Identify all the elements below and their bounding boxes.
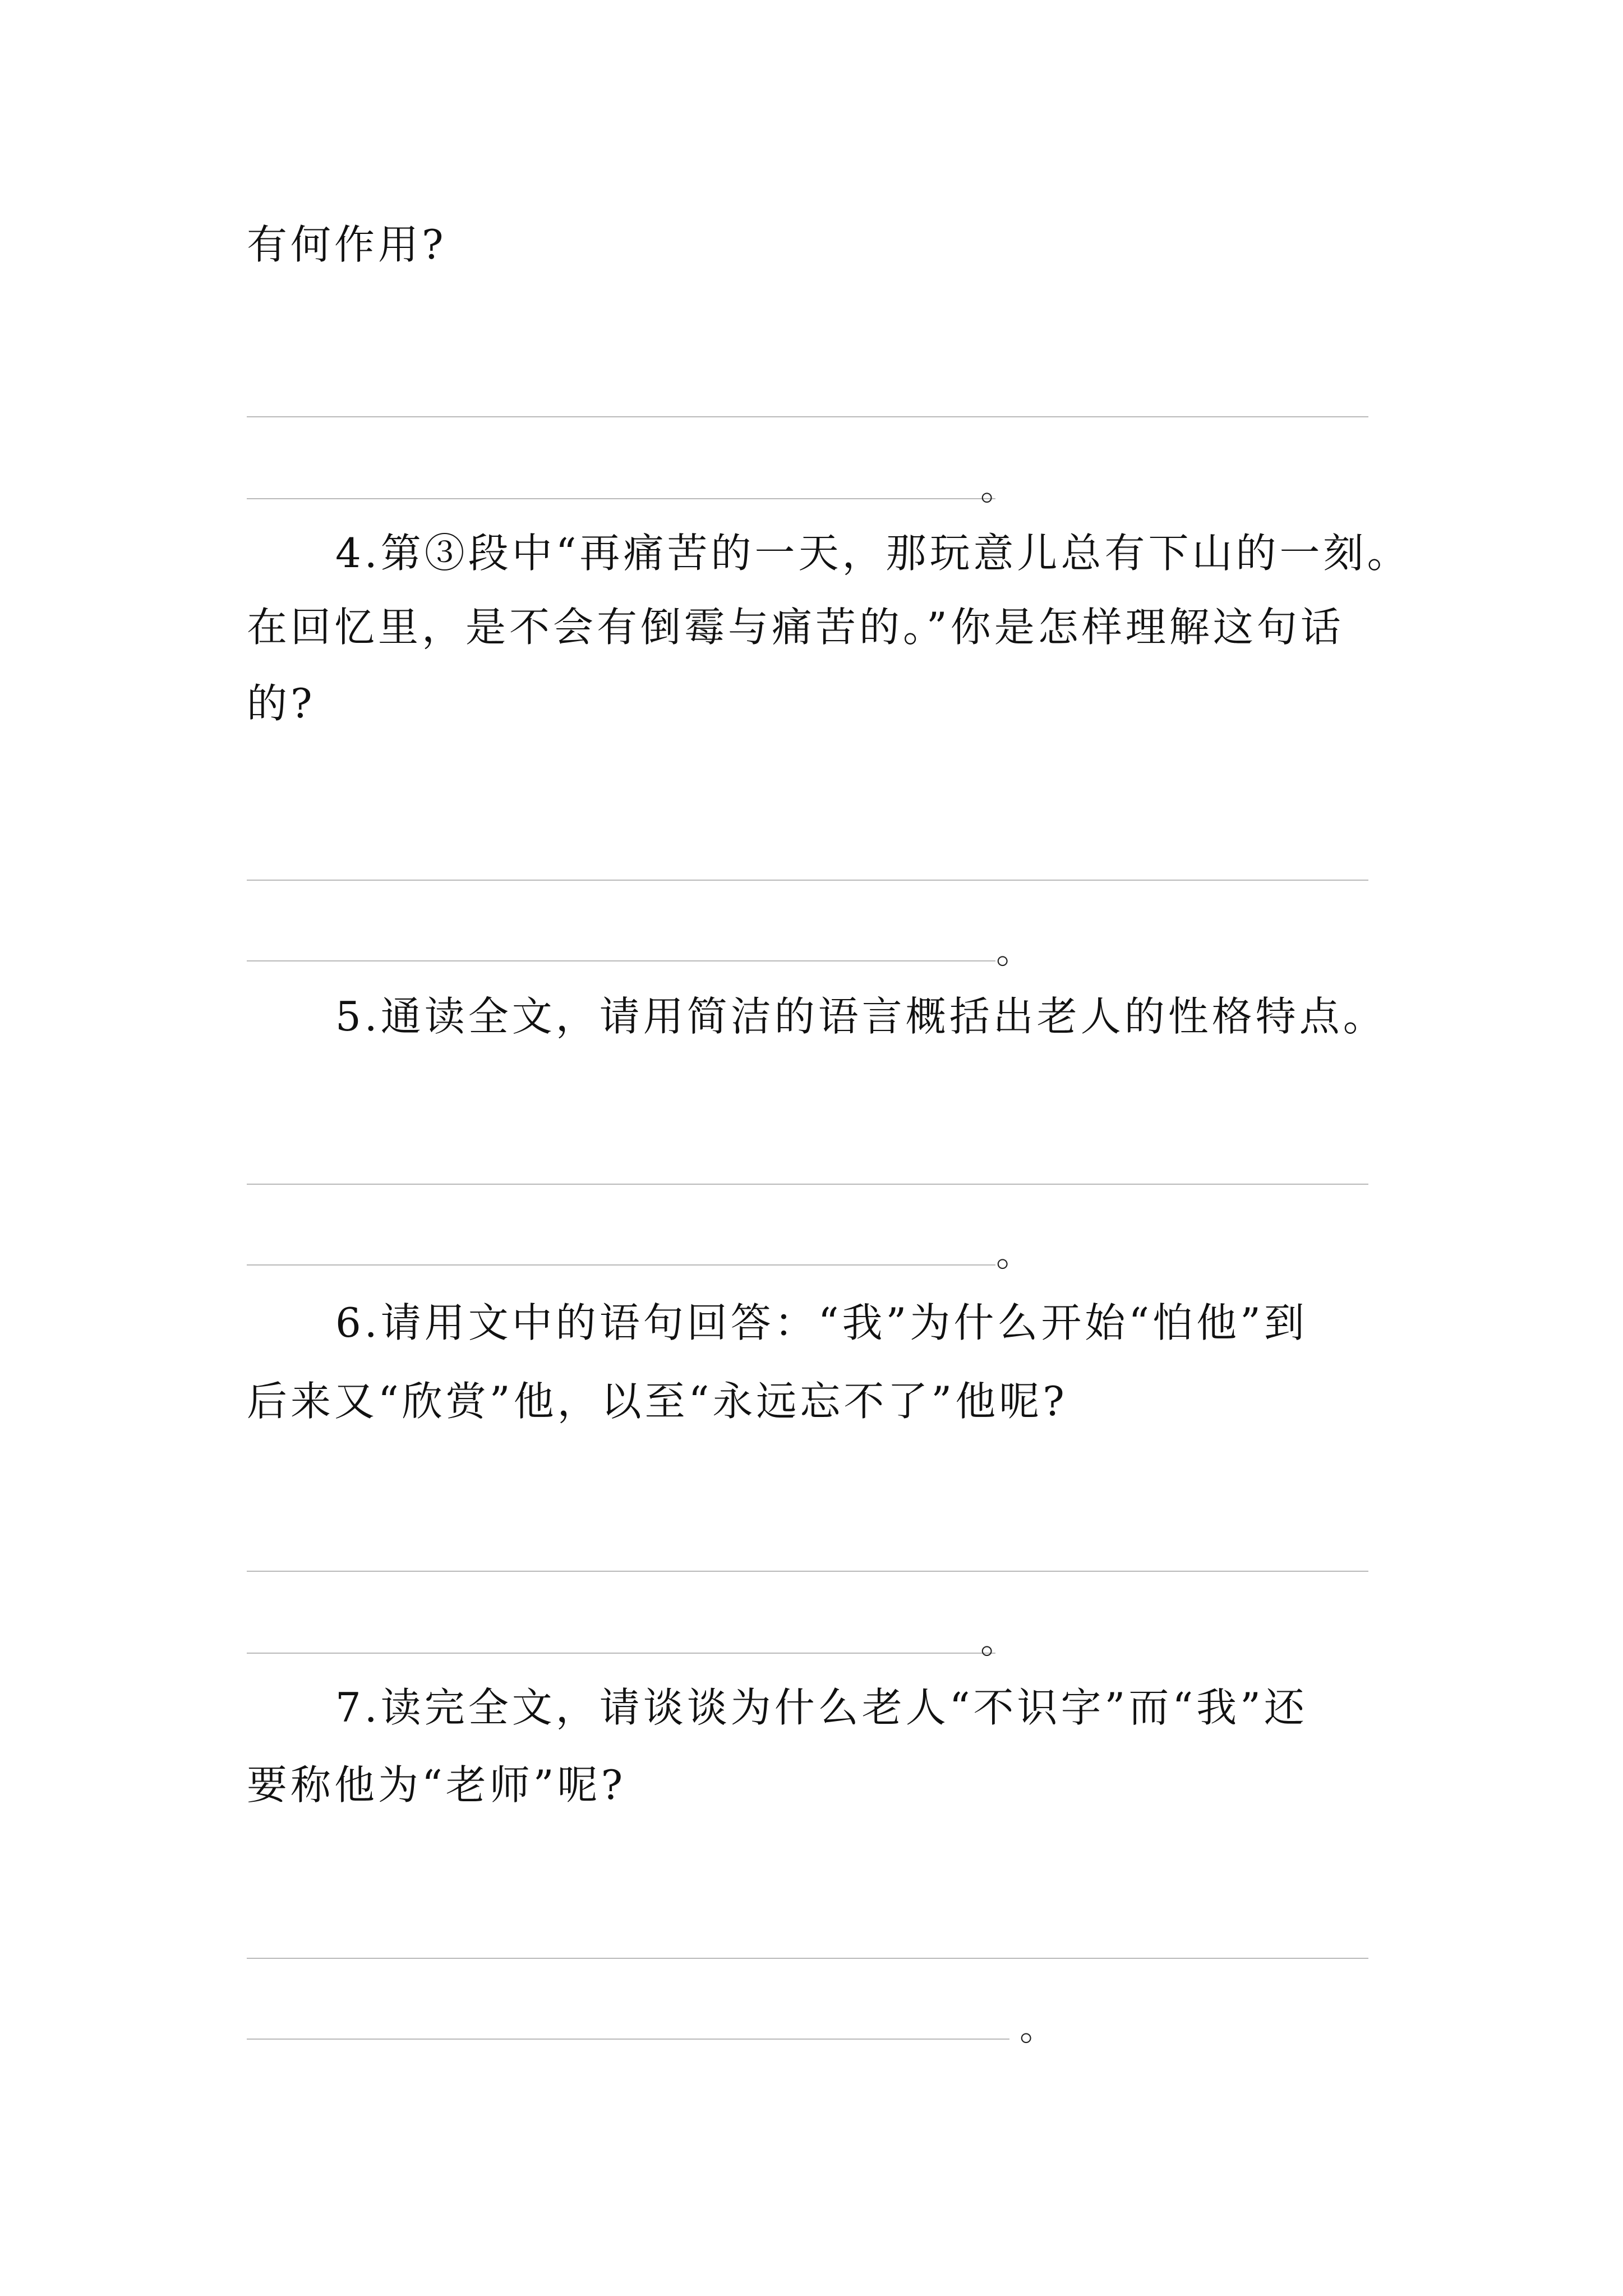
question-7-line-2: 要称他为“老师”呢? bbox=[247, 1761, 626, 1809]
question-4-line-3: 的? bbox=[247, 680, 316, 727]
answer-period-q4: 。 bbox=[996, 931, 1032, 972]
answer-line-q3-1[interactable] bbox=[247, 416, 1368, 417]
answer-line-q6-2[interactable] bbox=[247, 1653, 995, 1654]
answer-line-q3-2[interactable] bbox=[247, 498, 995, 499]
answer-line-q4-1[interactable] bbox=[247, 880, 1368, 881]
answer-period-q5: 。 bbox=[996, 1234, 1032, 1275]
answer-line-q5-1[interactable] bbox=[247, 1184, 1368, 1185]
question-3-tail: 有何作用? bbox=[247, 221, 447, 268]
answer-line-q6-1[interactable] bbox=[247, 1571, 1368, 1572]
answer-period-q3: 。 bbox=[980, 467, 1016, 509]
answer-line-q7-1[interactable] bbox=[247, 1958, 1368, 1959]
answer-period-q6: 。 bbox=[980, 1621, 1016, 1662]
question-7-line-1: 7.读完全文，请谈谈为什么老人“不识字”而“我”还 bbox=[335, 1684, 1308, 1731]
question-6-line-2: 后来又“欣赏”他，以至“永远忘不了”他呢? bbox=[247, 1378, 1068, 1425]
answer-line-q4-2[interactable] bbox=[247, 960, 995, 961]
answer-line-q7-2[interactable] bbox=[247, 2039, 1009, 2040]
question-5-line-1: 5.通读全文，请用简洁的语言概括出老人的性格特点。 bbox=[335, 993, 1387, 1040]
answer-line-q5-2[interactable] bbox=[247, 1264, 995, 1266]
question-4-line-2: 在回忆里，是不会有倒霉与痛苦的。”你是怎样理解这句话 bbox=[247, 604, 1344, 651]
question-6-line-1: 6.请用文中的语句回答：“我”为什么开始“怕他”到 bbox=[335, 1299, 1308, 1346]
answer-period-q7: 。 bbox=[1020, 2008, 1055, 2049]
question-4-line-1: 4.第③段中“再痛苦的一天，那玩意儿总有下山的一刻。 bbox=[335, 530, 1411, 577]
